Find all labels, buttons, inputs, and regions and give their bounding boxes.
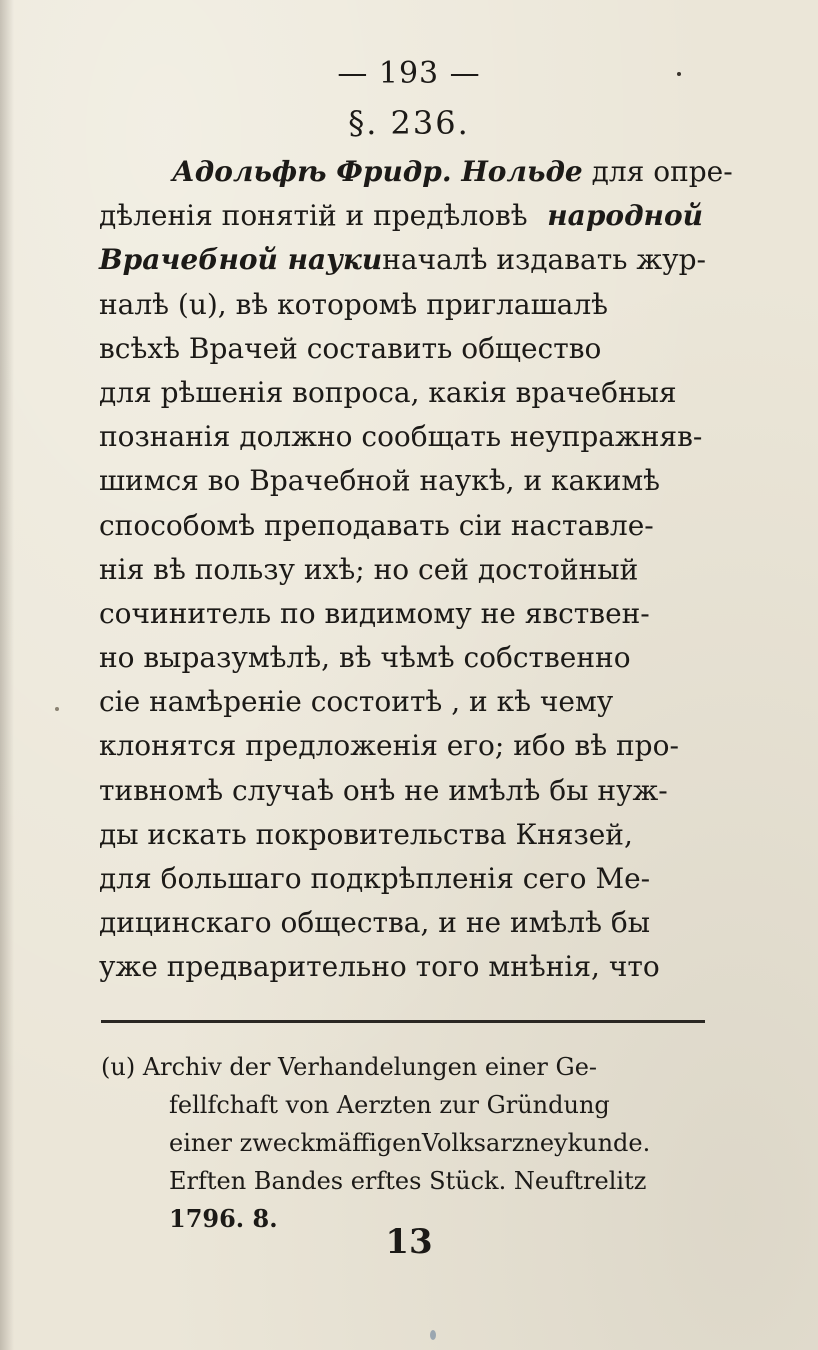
body-line [99,150,733,194]
body-segment: налѣ (u), вѣ которомѣ приглашалѣ [99,287,609,321]
footnote-line: (u) Archiv der Verhandelungen einer Ge- [101,1053,598,1081]
signature-mark: 13 [385,1222,433,1262]
footnote-line: einer zweckmäffigenVolksarzneykunde. [169,1129,651,1157]
body-line [99,592,703,636]
body-line [99,636,703,680]
body-segment: Врачебной науки [99,243,383,277]
footnote-line: fellfchaft von Aerzten zur Gründung [169,1091,610,1119]
body-segment: дицинскаго общества, и не имѣлѣ бы [99,906,651,940]
body-line [99,283,703,327]
body-line [99,769,703,813]
page-spine-shadow [0,0,14,1350]
body-segment: дѣленія понятій и предѣловѣ [99,199,528,233]
body-segment: началѣ издавать жур- [382,243,706,277]
body-segment: Адольфѣ Фридр. Нольде [172,155,583,188]
body-segment: всѣхѣ Врачей составить общество [99,331,602,365]
body-line [99,194,703,238]
body-segment: тивномѣ случаѣ онѣ не имѣлѣ бы нуж- [99,773,668,807]
body-segment: для опре- [582,155,733,188]
body-segment: для большаго подкрѣпленія сего Ме- [99,862,651,895]
body-line [99,459,703,503]
body-segment: сіе намѣреніе состоитѣ , и кѣ чему [99,685,614,719]
body-segment: клонятся предложенія его; ибо вѣ про- [99,729,679,763]
footnotes [101,1048,705,1238]
body-segment: народной [547,199,703,233]
body-segment: для рѣшенія вопроса, какія врачебныя [99,375,677,409]
footnote-rule [101,1020,705,1023]
footnote-line: 1796. 8. [169,1204,278,1233]
paper-speck [55,707,59,711]
body-segment: шимся во Врачебной наукѣ, и какимѣ [99,464,661,498]
body-segment: уже предварительно того мнѣнія, что [99,950,660,984]
paper-speck [430,1330,436,1340]
running-header: — 193 — [337,56,481,91]
footnote-line: Erften Bandes erftes Stück. Neuftrelitz [169,1167,647,1195]
body-text [99,150,733,990]
body-line [99,504,703,548]
body-segment: способомѣ преподавать сіи наставле- [99,508,654,542]
paper-speck [677,72,681,76]
body-line [99,371,703,415]
body-segment: сочинитель по видимому не явствен- [99,596,650,630]
body-line [99,813,703,857]
body-line [99,548,703,592]
body-line [99,415,703,459]
body-segment: нія вѣ пользу ихѣ; но сей достойный [99,552,639,586]
body-line [99,327,703,371]
section-mark: §. 236. [348,104,470,142]
body-line [99,680,703,724]
body-line [99,724,703,768]
body-segment: познанія должно сообщать неупражняв- [99,420,703,454]
body-line [99,901,703,945]
body-line [99,945,703,989]
body-line [99,857,703,901]
body-line [99,238,706,282]
body-segment: ды искать покровительства Князей, [99,817,633,851]
body-segment: но выразумѣлѣ, вѣ чѣмѣ собственно [99,641,631,675]
